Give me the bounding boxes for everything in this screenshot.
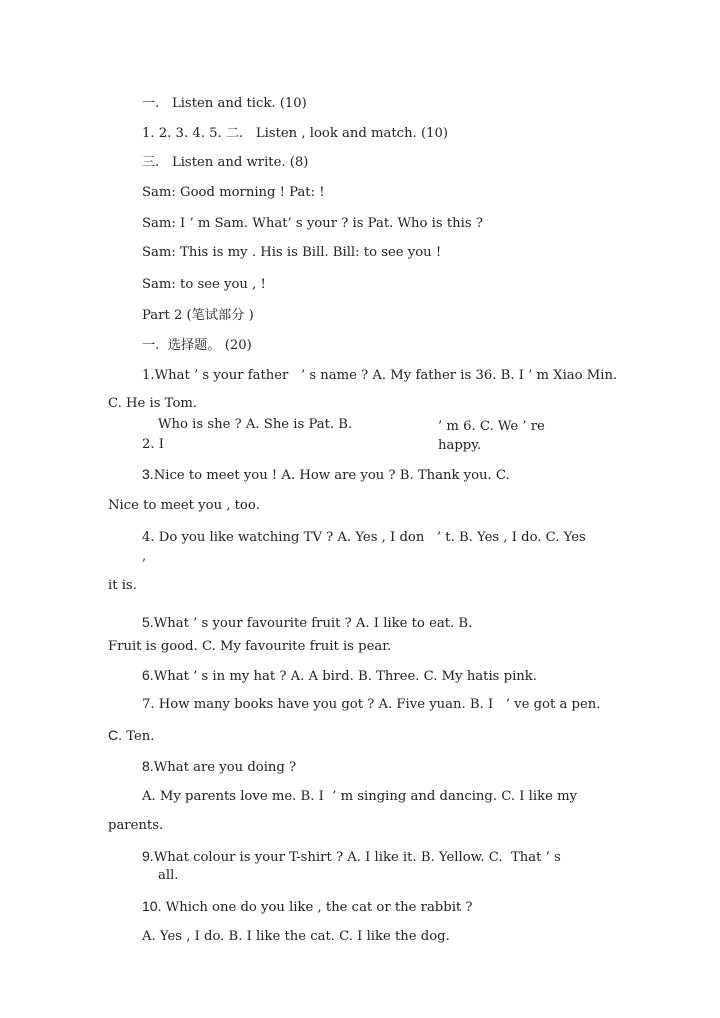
dialogue-line-1: Sam: Good morning ! Pat: !	[142, 185, 325, 200]
question-6-number: 6.	[142, 667, 154, 683]
question-8-number: 8.	[142, 758, 154, 774]
question-6-text: What ’ s in my hat ? A. A bird. B. Three. C. My hatis pink.	[153, 669, 537, 684]
question-10-options: A. Yes , I do. B. I like the cat. C. I like the dog.	[142, 929, 450, 944]
question-1-number: 1.	[142, 368, 155, 383]
part2-heading: Part 2 (笔试部分 )	[142, 308, 254, 323]
question-7-continuation	[108, 727, 154, 745]
part1-line-listen-write: 三. Listen and write. (8)	[142, 155, 309, 170]
question-3-text: Nice to meet you ! A. How are you ? B. Thank you. C.	[153, 468, 510, 483]
dialogue-line-3: Sam: This is my . His is Bill. Bill: to see you !	[142, 245, 442, 260]
question-3-continuation: Nice to meet you , too.	[108, 498, 260, 513]
question-4: 4. Do you like watching TV ? A. Yes , I don ’ t. B. Yes , I do. C. Yes	[142, 530, 586, 545]
dialogue-line-4: Sam: to see you , !	[142, 277, 266, 292]
question-3	[142, 466, 510, 484]
question-1-text: What ’ s your father ’ s name ? A. My father is 36. B. I ’ m Xiao Min.	[154, 368, 618, 383]
question-5	[142, 614, 472, 632]
question-1	[142, 368, 617, 384]
question-7-cont-number: C.	[108, 727, 122, 743]
question-9-number: 9.	[142, 848, 154, 864]
question-5-number: 5.	[142, 614, 154, 630]
part1-line-listen-match: 1. 2. 3. 4. 5. 二. Listen , look and match. (10)	[142, 126, 449, 141]
question-10-number: 10.	[142, 898, 162, 914]
question-8	[142, 758, 296, 776]
question-8-options: A. My parents love me. B. I ’ m singing and dancing. C. I like my	[142, 789, 578, 804]
question-5-text: What ’ s your favourite fruit ? A. I like to eat. B.	[153, 616, 473, 631]
question-8-text: What are you doing ?	[153, 760, 297, 775]
question-10	[142, 898, 472, 916]
section-heading: 一. 选择题。 (20)	[142, 338, 252, 353]
question-1-continuation: C. He is Tom.	[108, 396, 198, 411]
question-9	[142, 848, 561, 866]
question-10-text: Which one do you like , the cat or the rabbit ?	[165, 900, 473, 915]
question-4-comma: ,	[142, 549, 147, 564]
question-8-continuation: parents.	[108, 818, 164, 833]
question-7-cont-text: Ten.	[126, 729, 155, 744]
question-2-number: 2. I	[142, 437, 164, 452]
question-9-text: What colour is your T-shirt ? A. I like it. B. Yellow. C. That ’ s	[153, 850, 561, 865]
question-7: 7. How many books have you got ? A. Five yuan. B. I ’ ve got a pen.	[142, 697, 601, 712]
dialogue-line-2: Sam: I ’ m Sam. What’ s your ? is Pat. Who is this ?	[142, 216, 483, 231]
question-5-continuation: Fruit is good. C. My favourite fruit is pear.	[108, 639, 392, 654]
question-2-option-b: ’ m 6. C. We ’ re	[438, 419, 545, 434]
question-2-option-c-cont: happy.	[438, 438, 482, 453]
question-6	[142, 667, 537, 685]
question-4-continuation: it is.	[108, 578, 137, 593]
question-3-number: 3.	[142, 466, 154, 482]
part1-line-listen-tick: 一. Listen and tick. (10)	[142, 96, 307, 111]
question-9-continuation: all.	[158, 868, 179, 883]
question-2-first-part: Who is she ? A. She is Pat. B.	[158, 417, 353, 432]
